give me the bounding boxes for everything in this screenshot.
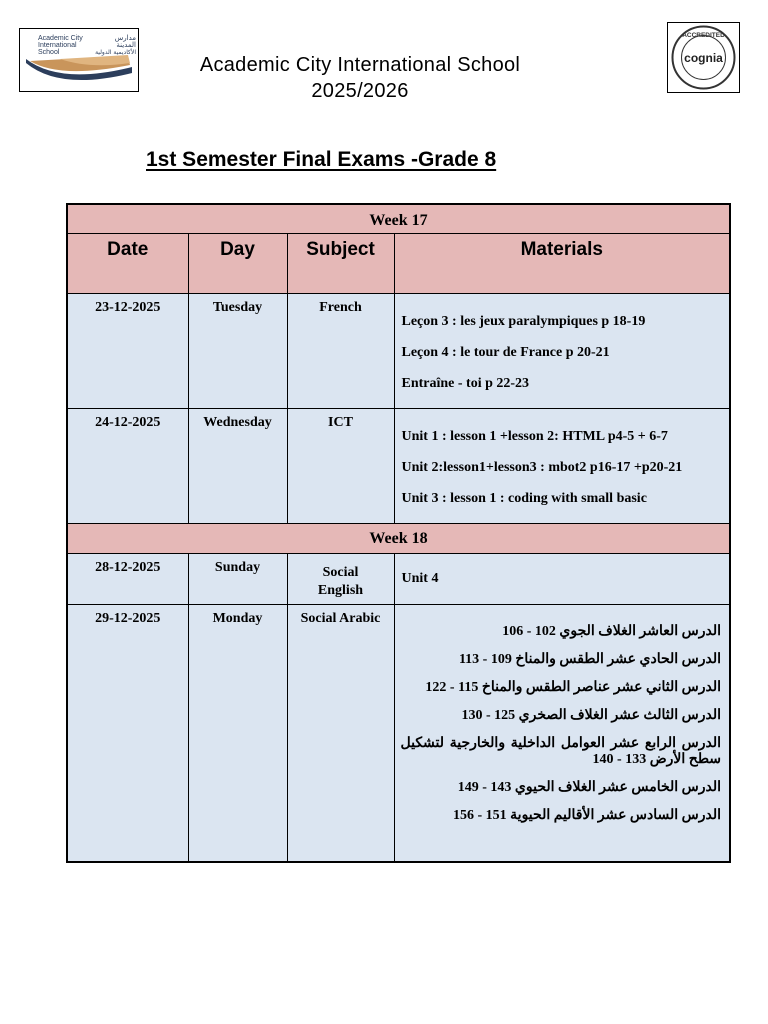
exam-date: 28-12-2025: [67, 553, 188, 604]
exam-day: Sunday: [188, 553, 287, 604]
school-name: Academic City International School: [199, 54, 521, 76]
exam-materials: [394, 553, 730, 604]
exam-subject: ICT: [287, 408, 394, 523]
week-17-row: [67, 204, 730, 233]
document-title: 1st Semester Final Exams -Grade 8: [146, 148, 497, 171]
material-item: الدرس الخامس عشر الغلاف الحيوي 143 - 149: [457, 779, 722, 795]
logo-text-1: Academic City: [38, 35, 83, 42]
exam-subject: Social Arabic: [287, 604, 394, 862]
exam-materials: [394, 293, 730, 408]
material-item: Leçon 3 : les jeux paralympiques p 18-19: [401, 313, 646, 329]
logo-text-ar-2: المدينة: [116, 41, 136, 49]
table-row: [67, 553, 730, 604]
logo-text-ar-3: الأكاديمية الدولية: [95, 49, 136, 56]
subject-line: English: [317, 582, 364, 598]
exam-schedule-table: [66, 203, 731, 863]
material-item: Unit 1 : lesson 1 +lesson 2: HTML p4-5 + 6-7: [401, 428, 668, 444]
column-header-date: Date: [67, 233, 188, 293]
material-item: الدرس الثاني عشر عناصر الطقس والمناخ 115 - 122: [425, 679, 722, 695]
exam-subject: [287, 553, 394, 604]
week-17-label: Week 17: [67, 204, 730, 233]
column-header-day: Day: [188, 233, 287, 293]
academic-year: 2025/2026: [311, 80, 409, 102]
material-item: الدرس الرابع عشر العوامل الداخلية والخارجية لتشكيل سطح الأرض 133 - 140: [400, 735, 722, 767]
material-item: Entraîne - toi p 22-23: [401, 375, 530, 391]
logo-text-3: School: [38, 49, 60, 56]
logo-text-ar-1: مدارس: [114, 34, 136, 42]
material-item: الدرس السادس عشر الأقاليم الحيوية 151 - 156: [453, 807, 722, 823]
exam-date: 24-12-2025: [67, 408, 188, 523]
table-row: [67, 408, 730, 523]
material-item: الدرس الثالث عشر الغلاف الصخري 125 - 130: [461, 707, 722, 723]
exam-day: Tuesday: [188, 293, 287, 408]
material-item: الدرس الحادي عشر الطقس والمناخ 109 - 113: [458, 651, 722, 667]
column-header-materials: Materials: [394, 233, 730, 293]
table-header-row: [67, 233, 730, 293]
seal-cognia-text: cognia: [684, 51, 723, 65]
exam-date: 29-12-2025: [67, 604, 188, 862]
exam-materials: [394, 604, 730, 862]
exam-subject: French: [287, 293, 394, 408]
exam-materials: [394, 408, 730, 523]
exam-day: Wednesday: [188, 408, 287, 523]
table-row: [67, 604, 730, 862]
subject-line: Social: [322, 564, 359, 580]
column-header-subject: Subject: [287, 233, 394, 293]
material-item: Unit 3 : lesson 1 : coding with small basic: [401, 490, 647, 506]
week-18-row: [67, 523, 730, 553]
seal-accredited-text: ACCREDITED: [682, 32, 725, 39]
material-item: Leçon 4 : le tour de France p 20-21: [401, 344, 610, 360]
material-item: Unit 4: [401, 570, 439, 586]
exam-day: Monday: [188, 604, 287, 862]
exam-date: 23-12-2025: [67, 293, 188, 408]
material-item: Unit 2:lesson1+lesson3 : mbot2 p16-17 +p20-21: [401, 459, 683, 475]
table-row: [67, 293, 730, 408]
logo-text-2: International: [38, 42, 77, 49]
material-item: الدرس العاشر الغلاف الجوي 102 - 106: [502, 623, 722, 639]
week-18-label: Week 18: [67, 523, 730, 553]
